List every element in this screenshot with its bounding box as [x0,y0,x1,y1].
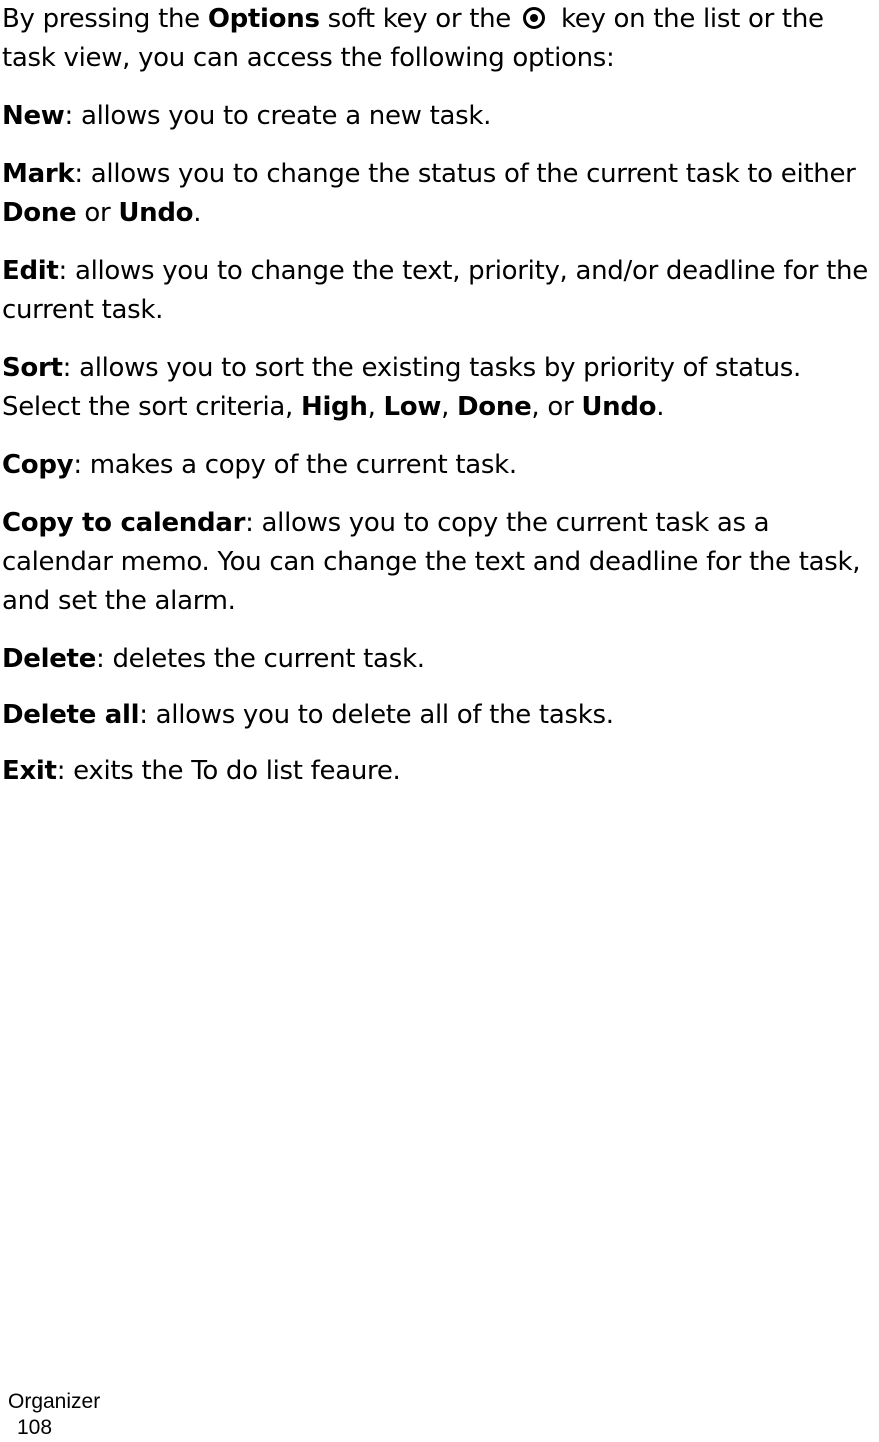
sort-low-label: Low [383,392,442,422]
intro-text: soft key or the [319,4,519,34]
option-term: Copy [2,450,74,480]
option-term: Mark [2,159,75,189]
option-delete [2,640,878,679]
footer-section-title: Organizer [8,1390,101,1413]
option-term: New [2,101,65,131]
option-term: Exit [2,756,57,786]
intro-paragraph [2,0,878,78]
option-description: : allows you to sort the existing tasks by priority of status. Select the sort criteria, [2,353,801,422]
option-description: : allows you to change the status of the current task to either [74,159,856,189]
option-description: , or [531,392,582,422]
options-softkey-label: Options [207,4,320,34]
option-description: : makes a copy of the current task. [73,450,517,480]
intro-text: By pressing the [2,4,208,34]
option-copy-to-calendar [2,504,878,621]
option-new [2,97,878,136]
option-term: Sort [2,353,63,383]
option-description: : allows you to copy the current task as a calendar memo. You can change the text and deadline for the task, and set the alarm. [2,508,861,616]
option-description: or [76,198,119,228]
option-description: : allows you to delete all of the tasks. [139,700,614,730]
option-description: : deletes the current task. [96,644,425,674]
option-description: : allows you to change the text, priority, and/or deadline for the current task. [2,256,868,325]
status-done-label: Done [2,198,77,228]
option-delete-all [2,696,878,735]
option-exit [2,752,878,791]
option-description: . [193,198,202,228]
page-footer [8,1389,100,1441]
option-description: , [441,392,458,422]
intro-text: key on the list or the task view, you can access the following options: [2,4,824,73]
option-edit [2,252,878,330]
option-sort [2,349,878,427]
status-undo-label: Undo [118,198,194,228]
center-select-key-icon [523,7,545,29]
option-description: , [367,392,384,422]
sort-done-label: Done [457,392,532,422]
option-description: : allows you to create a new task. [64,101,492,131]
sort-undo-label: Undo [581,392,657,422]
option-term: Copy to calendar [2,508,246,538]
option-copy [2,446,878,485]
option-mark [2,155,878,233]
page-number: 108 [17,1416,53,1439]
option-term: Delete [2,644,97,674]
option-description: : exits the To do list feaure. [56,756,401,786]
option-term: Edit [2,256,59,286]
option-term: Delete all [2,700,140,730]
sort-high-label: High [300,392,368,422]
document-page [2,0,878,808]
option-description: . [656,392,665,422]
